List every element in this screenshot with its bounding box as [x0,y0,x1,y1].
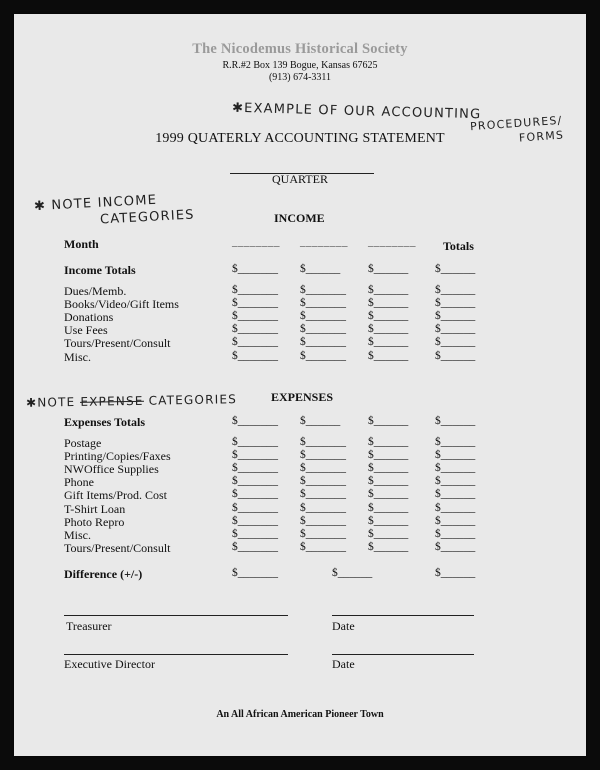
executive-date-label: Date [332,657,355,671]
expense-row-cell-1: $_______ [232,449,278,462]
treasurer-date-line [332,615,474,616]
income-totals-cell-2: $______ [300,263,341,275]
expense-row-cell-3: $______ [368,475,409,488]
income-row-label: Use Fees [64,323,108,338]
handwritten-income-note: ✱ NOTE INCOME [33,192,158,215]
expense-row-cell-2: $_______ [300,475,346,488]
expense-row-label: Photo Repro [64,514,125,529]
expense-row-cell-3: $______ [368,462,409,475]
month-blank-2: ________ [300,236,348,248]
footer-tagline: An All African American Pioneer Town [216,709,384,720]
expenses-totals-label: Expenses Totals [64,415,146,429]
page-title: 1999 QUATERLY ACCOUNTING STATEMENT [155,131,445,146]
handwritten-expense-note [26,392,237,410]
month-label: Month [64,237,99,251]
expense-row-cell-3: $______ [368,501,409,514]
executive-director-label: Executive Director [64,657,155,671]
expense-row-cell-1: $_______ [232,436,278,448]
org-address: R.R.#2 Box 139 Bogue, Kansas 67625 [222,60,378,71]
income-totals-label: Income Totals [64,263,136,277]
expense-row-cell-2: $_______ [300,527,346,540]
difference-cell-1: $_______ [232,567,278,579]
expense-row-label: Misc. [64,527,91,542]
executive-date-line [332,654,474,655]
expense-row-label: Tours/Present/Consult [64,540,171,555]
month-blank-3: ________ [368,236,416,248]
income-row-cell-4: $______ [435,284,476,296]
expense-row-cell-4: $______ [435,540,476,553]
income-row-cell-1: $_______ [232,310,278,323]
income-row-label: Books/Video/Gift Items [64,297,179,312]
expense-row-cell-2: $_______ [300,449,346,462]
expense-row-cell-3: $______ [368,436,409,448]
expenses-totals-cell-2: $______ [300,415,341,427]
totals-label: Totals [443,239,474,253]
expense-row-cell-4: $______ [435,475,476,488]
income-row-cell-3: $______ [368,284,409,296]
expense-row-cell-1: $_______ [232,540,278,553]
handwritten-example-note: ✱EXAMPLE OF OUR ACCOUNTING [231,100,482,123]
income-row-cell-1: $_______ [232,349,278,362]
expense-row-cell-3: $______ [368,527,409,540]
month-blank-1: ________ [232,236,280,248]
expense-row-cell-2: $_______ [300,462,346,475]
handwritten-categories-word: CATEGORIES [148,392,238,408]
difference-cell-3: $______ [435,567,476,579]
expense-row-cell-1: $_______ [232,527,278,540]
expense-row-cell-3: $______ [368,449,409,462]
income-row-cell-3: $______ [368,297,409,310]
expense-row-label: Phone [64,475,94,490]
treasurer-signature-line [64,615,288,616]
expense-row-cell-3: $______ [368,488,409,501]
income-row-cell-3: $______ [368,310,409,323]
expense-row-cell-4: $______ [435,449,476,462]
income-row-cell-1: $_______ [232,284,278,296]
handwritten-income-categories: CATEGORIES [99,207,196,228]
expense-row-cell-2: $_______ [300,488,346,501]
income-row-cell-1: $_______ [232,297,278,310]
income-row-label: Misc. [64,349,91,364]
expenses-totals-cell-3: $______ [368,415,409,427]
expense-row-label: T-Shirt Loan [64,501,126,516]
treasurer-label: Treasurer [66,619,112,633]
income-row-cell-3: $______ [368,349,409,362]
expense-row-label: NWOffice Supplies [64,462,159,477]
income-row-cell-2: $_______ [300,323,346,336]
income-row-label: Tours/Present/Consult [64,336,171,351]
expense-row-cell-1: $_______ [232,475,278,488]
expense-row-cell-4: $______ [435,462,476,475]
expenses-totals-cell-4: $______ [435,415,476,427]
treasurer-date-label: Date [332,619,355,633]
struck-word: EXPENSE [80,393,144,409]
income-row-cell-4: $______ [435,310,476,323]
expenses-totals-cell-1: $_______ [232,415,278,427]
income-row-cell-4: $______ [435,297,476,310]
expense-row-cell-3: $______ [368,540,409,553]
income-row-cell-2: $_______ [300,336,346,349]
quarter-label: QUARTER [272,172,328,186]
expense-row-cell-4: $______ [435,488,476,501]
expense-row-cell-2: $_______ [300,514,346,527]
income-row-cell-2: $_______ [300,310,346,323]
org-name: The Nicodemus Historical Society [192,41,408,57]
form-page [14,14,586,756]
income-totals-cell-1: $_______ [232,263,278,275]
income-row-cell-3: $______ [368,336,409,349]
expense-row-label: Postage [64,436,102,450]
expense-row-cell-3: $______ [368,514,409,527]
handwritten-forms-note: FORMS [518,128,565,145]
income-heading: INCOME [274,211,325,225]
income-row-label: Donations [64,310,114,325]
expense-row-cell-4: $______ [435,501,476,514]
expense-row-label: Gift Items/Prod. Cost [64,488,168,503]
expense-row-label: Printing/Copies/Faxes [64,449,171,464]
expense-row-cell-2: $_______ [300,501,346,514]
expense-row-cell-1: $_______ [232,462,278,475]
income-row-cell-2: $_______ [300,349,346,362]
expense-row-cell-1: $_______ [232,488,278,501]
income-row-cell-1: $_______ [232,323,278,336]
expense-row-cell-4: $______ [435,514,476,527]
income-row-cell-2: $_______ [300,284,346,296]
difference-cell-2: $______ [332,567,373,579]
handwritten-note-prefix: ✱NOTE [25,394,76,410]
expense-row-cell-1: $_______ [232,514,278,527]
expenses-heading: EXPENSES [271,390,334,404]
difference-label: Difference (+/-) [64,567,143,581]
income-row-cell-3: $______ [368,323,409,336]
income-row-cell-2: $_______ [300,297,346,310]
expense-row-cell-4: $______ [435,527,476,540]
expense-row-cell-2: $_______ [300,436,346,448]
expense-row-cell-2: $_______ [300,540,346,553]
income-row-cell-4: $______ [435,323,476,336]
executive-signature-line [64,654,288,655]
expense-row-cell-1: $_______ [232,501,278,514]
income-row-cell-4: $______ [435,336,476,349]
expense-row-cell-4: $______ [435,436,476,448]
income-row-cell-1: $_______ [232,336,278,349]
income-totals-cell-4: $______ [435,263,476,275]
org-phone: (913) 674-3311 [268,72,332,83]
handwritten-procedures-note: PROCEDURES/ [469,113,563,134]
income-row-cell-4: $______ [435,349,476,362]
income-row-label: Dues/Memb. [64,284,127,298]
income-totals-cell-3: $______ [368,263,409,275]
